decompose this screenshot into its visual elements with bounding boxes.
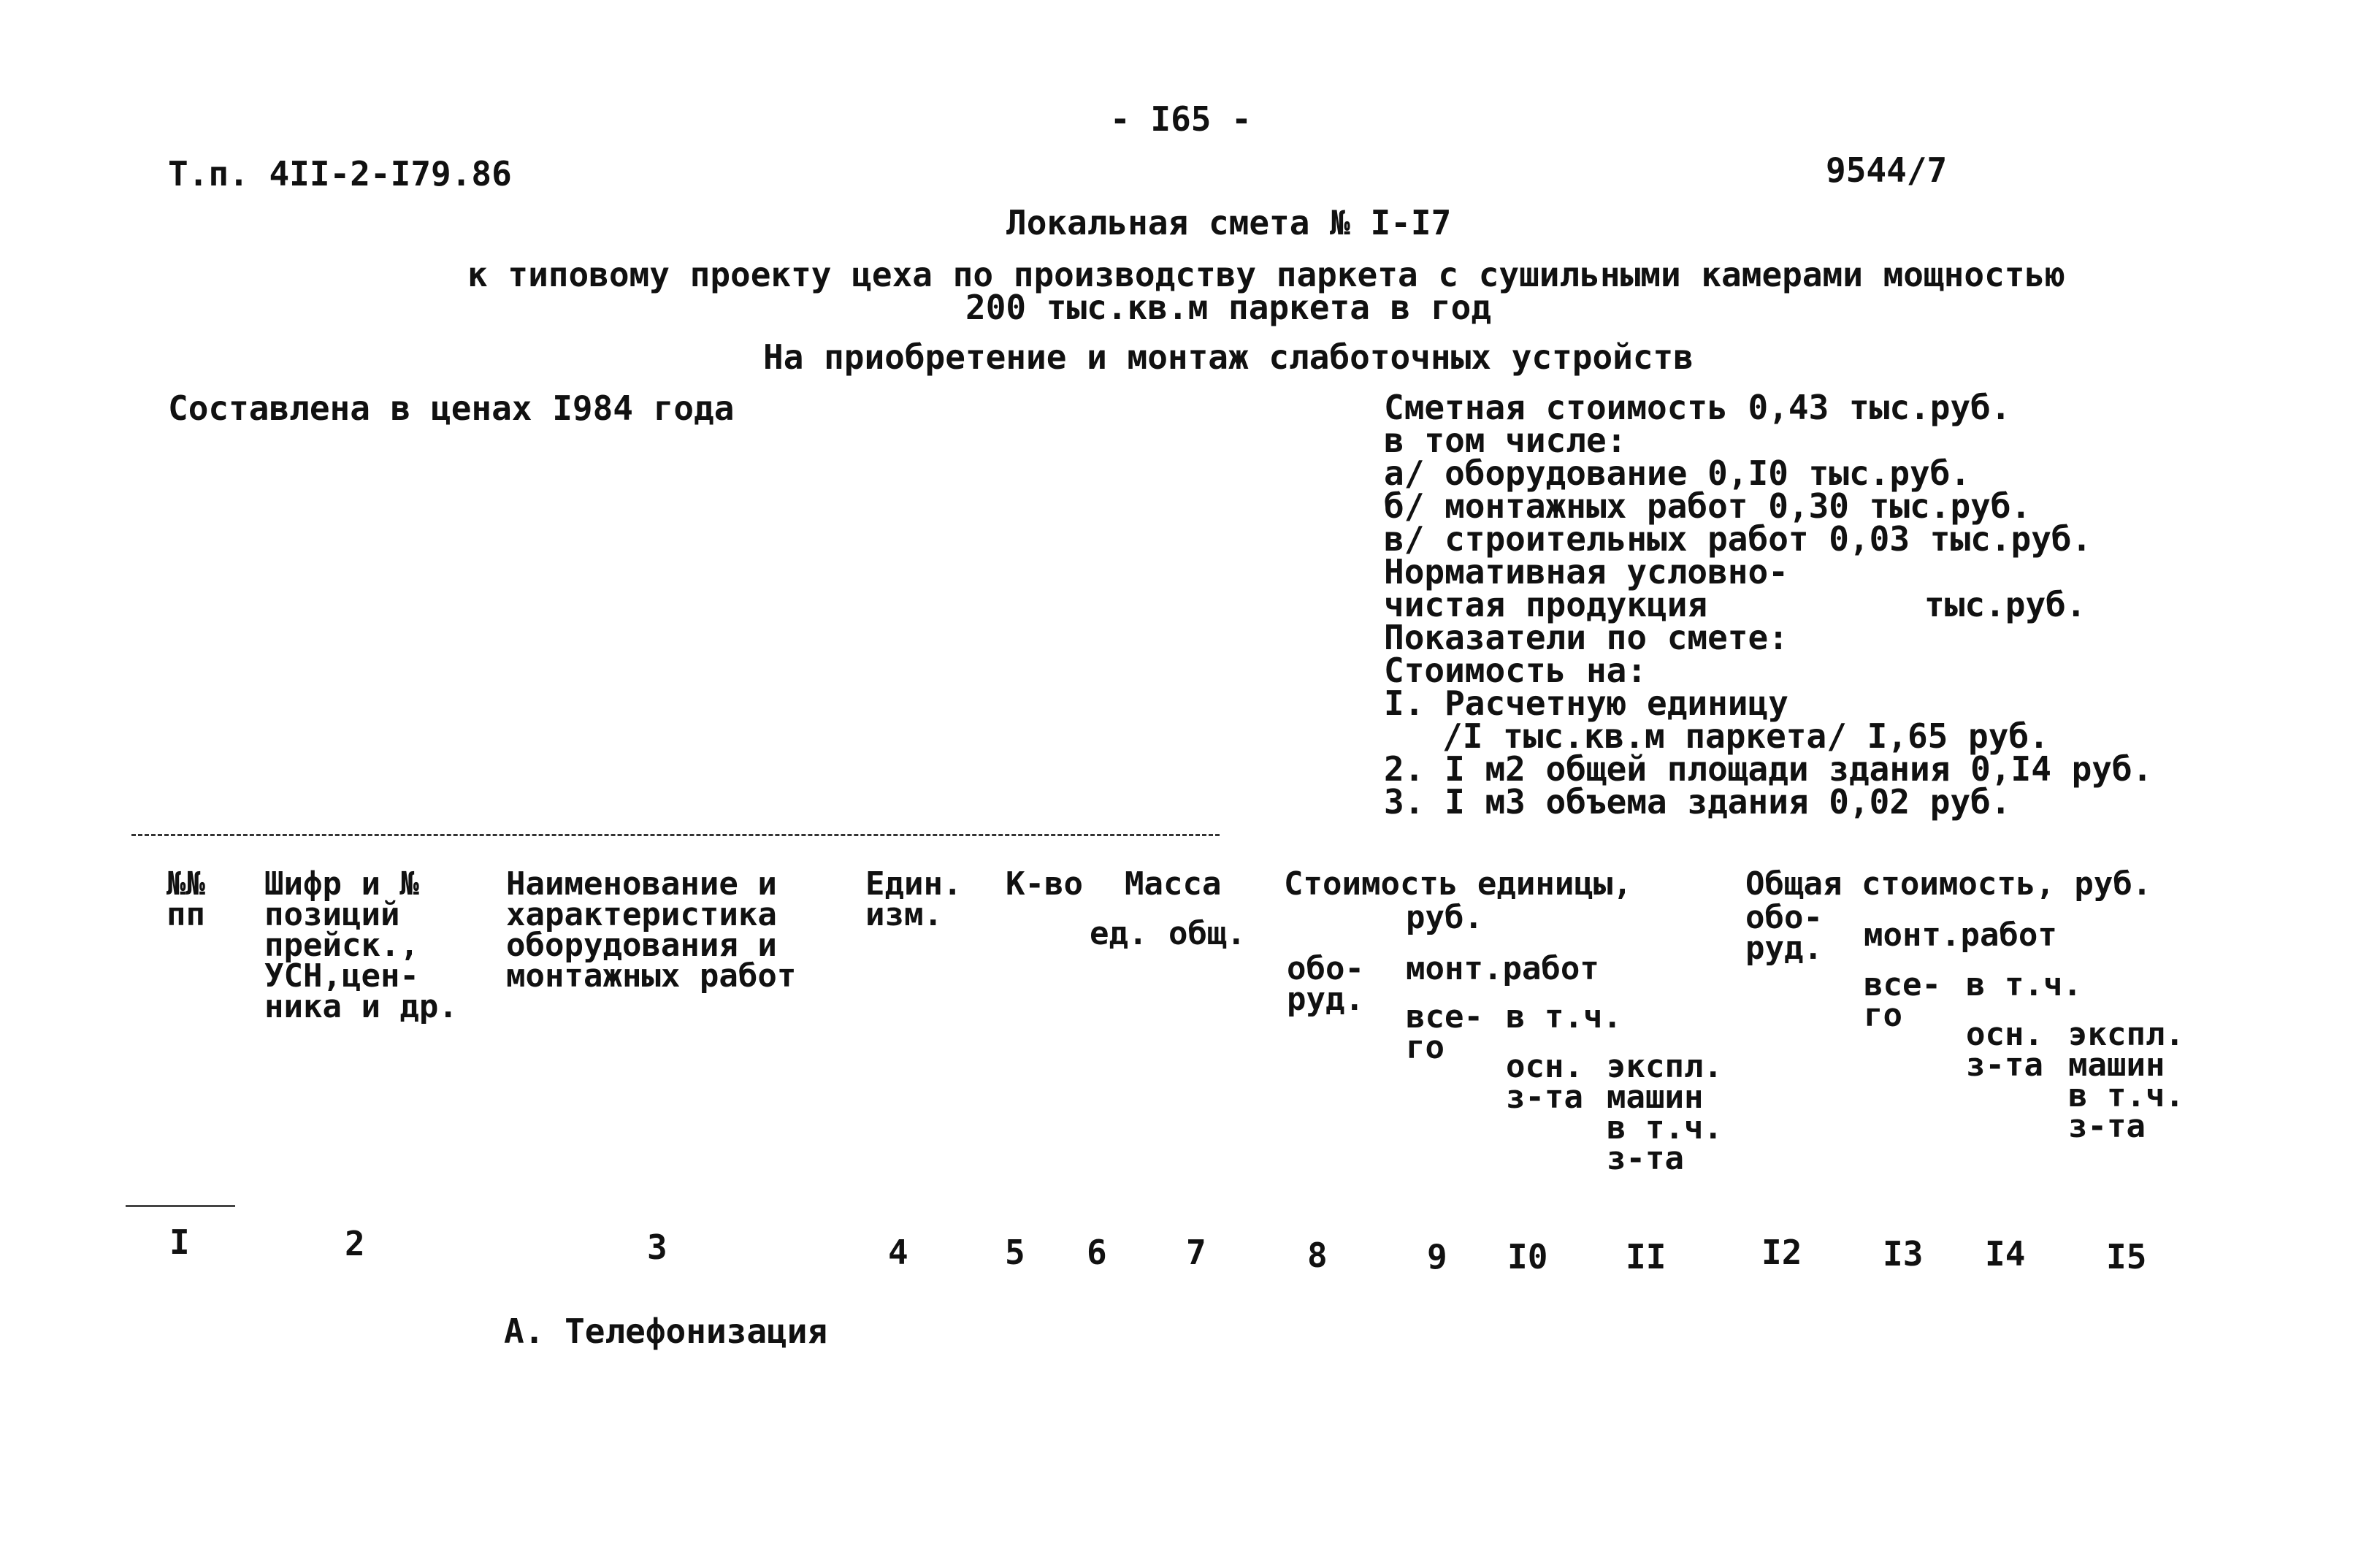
column-number-7: 7 — [1186, 1233, 1206, 1272]
col-13-header: все- го — [1864, 966, 1941, 1034]
column-number-15: I5 — [2106, 1237, 2147, 1276]
column-number-9: 9 — [1427, 1237, 1447, 1276]
col-1-header: №№ пп — [167, 865, 205, 933]
estimate-title: Локальная смета № I-I7 — [1006, 203, 1452, 242]
summary-unit-1-value: /I тыс.кв.м паркета/ I,65 руб. — [1442, 716, 2049, 756]
column-number-11: II — [1626, 1237, 1667, 1276]
total-cost-header: Общая стоимость, руб. — [1745, 865, 2152, 903]
summary-equipment: а/ оборудование 0,I0 тыс.руб. — [1384, 453, 1971, 493]
unit-incl-header: в т.ч. — [1506, 998, 1622, 1035]
summary-net-production-label: чистая продукция — [1384, 585, 1708, 624]
section-title: А. Телефонизация — [504, 1312, 828, 1351]
column-number-6: 6 — [1087, 1233, 1107, 1272]
col-9-header: все- го — [1406, 998, 1483, 1066]
summary-unit-3: 3. I м3 объема здания 0,02 руб. — [1384, 782, 2011, 822]
column-number-10: I0 — [1507, 1237, 1548, 1276]
col-15-header: экспл. машин в т.ч. з-та — [2068, 1016, 2184, 1145]
col-8-header: обо- руд. — [1287, 950, 1364, 1018]
column-number-13: I3 — [1883, 1234, 1924, 1274]
column-number-12: I2 — [1761, 1233, 1802, 1272]
col-6-header: ед. — [1090, 915, 1148, 952]
unit-cost-rub: руб. — [1406, 899, 1483, 936]
column-number-5: 5 — [1005, 1233, 1025, 1272]
unit-cost-header: Стоимость единицы, — [1284, 865, 1632, 903]
sheet-reference: 9544/7 — [1826, 150, 1948, 190]
col-11-header: экспл. машин в т.ч. з-та — [1607, 1048, 1723, 1177]
col-4-header: Един. изм. — [865, 865, 963, 933]
summary-cost-for: Стоимость на: — [1384, 651, 1648, 690]
document-code: Т.п. 4II-2-I79.86 — [168, 154, 512, 194]
summary-estimated-cost: Сметная стоимость 0,43 тыс.руб. — [1384, 388, 2011, 427]
summary-net-production — [1384, 585, 2158, 624]
summary-including: в том числе: — [1384, 421, 1627, 460]
column-number-8: 8 — [1307, 1236, 1328, 1275]
summary-indicators: Показатели по смете: — [1384, 618, 1788, 657]
column-number-2: 2 — [345, 1224, 365, 1263]
summary-net-production-unit: тыс.руб. — [1924, 585, 2086, 624]
col-3-header: Наименование и характеристика оборудования и монтажных работ — [506, 865, 797, 995]
cost-summary — [1384, 388, 2158, 822]
unit-mont-header: монт.работ — [1406, 950, 1599, 987]
header-divider — [131, 834, 1220, 836]
subtitle-line-2: 200 тыс.кв.м паркета в год — [965, 288, 1492, 327]
total-incl-header: в т.ч. — [1966, 966, 2082, 1003]
col-7-header: общ. — [1168, 915, 1246, 952]
summary-installation: б/ монтажных работ 0,30 тыс.руб. — [1384, 486, 2032, 526]
column-number-1: I — [169, 1222, 190, 1262]
summary-unit-1: I. Расчетную единицу — [1384, 684, 1788, 723]
column-number-3: 3 — [647, 1228, 667, 1267]
col-10-header: осн. з-та — [1506, 1048, 1583, 1116]
summary-normative: Нормативная условно- — [1384, 552, 1788, 592]
prices-note: Составлена в ценах I984 года — [168, 388, 735, 428]
column-numbers-rule — [126, 1205, 235, 1207]
col-14-header: осн. з-та — [1966, 1016, 2043, 1084]
estimate-purpose: На приобретение и монтаж слаботочных устройств — [763, 337, 1694, 377]
mass-header: Масса — [1125, 865, 1222, 903]
column-number-14: I4 — [1985, 1234, 2026, 1274]
summary-construction: в/ строительных работ 0,03 тыс.руб. — [1384, 519, 2092, 559]
col-2-header: Шифр и № позиций прейск., УСН,цен- ника и др. — [264, 865, 458, 1025]
col-5-header: К-во — [1006, 865, 1083, 903]
summary-unit-2: 2. I м2 общей площади здания 0,I4 руб. — [1384, 749, 2153, 789]
column-number-4: 4 — [888, 1233, 908, 1272]
page-number: - I65 - — [1110, 99, 1252, 139]
subtitle-line-1: к типовому проекту цеха по производству паркета с сушильными камерами мощностью — [467, 255, 2065, 294]
col-12-header: обо- руд. — [1745, 899, 1823, 967]
total-mont-header: монт.работ — [1864, 916, 2057, 954]
